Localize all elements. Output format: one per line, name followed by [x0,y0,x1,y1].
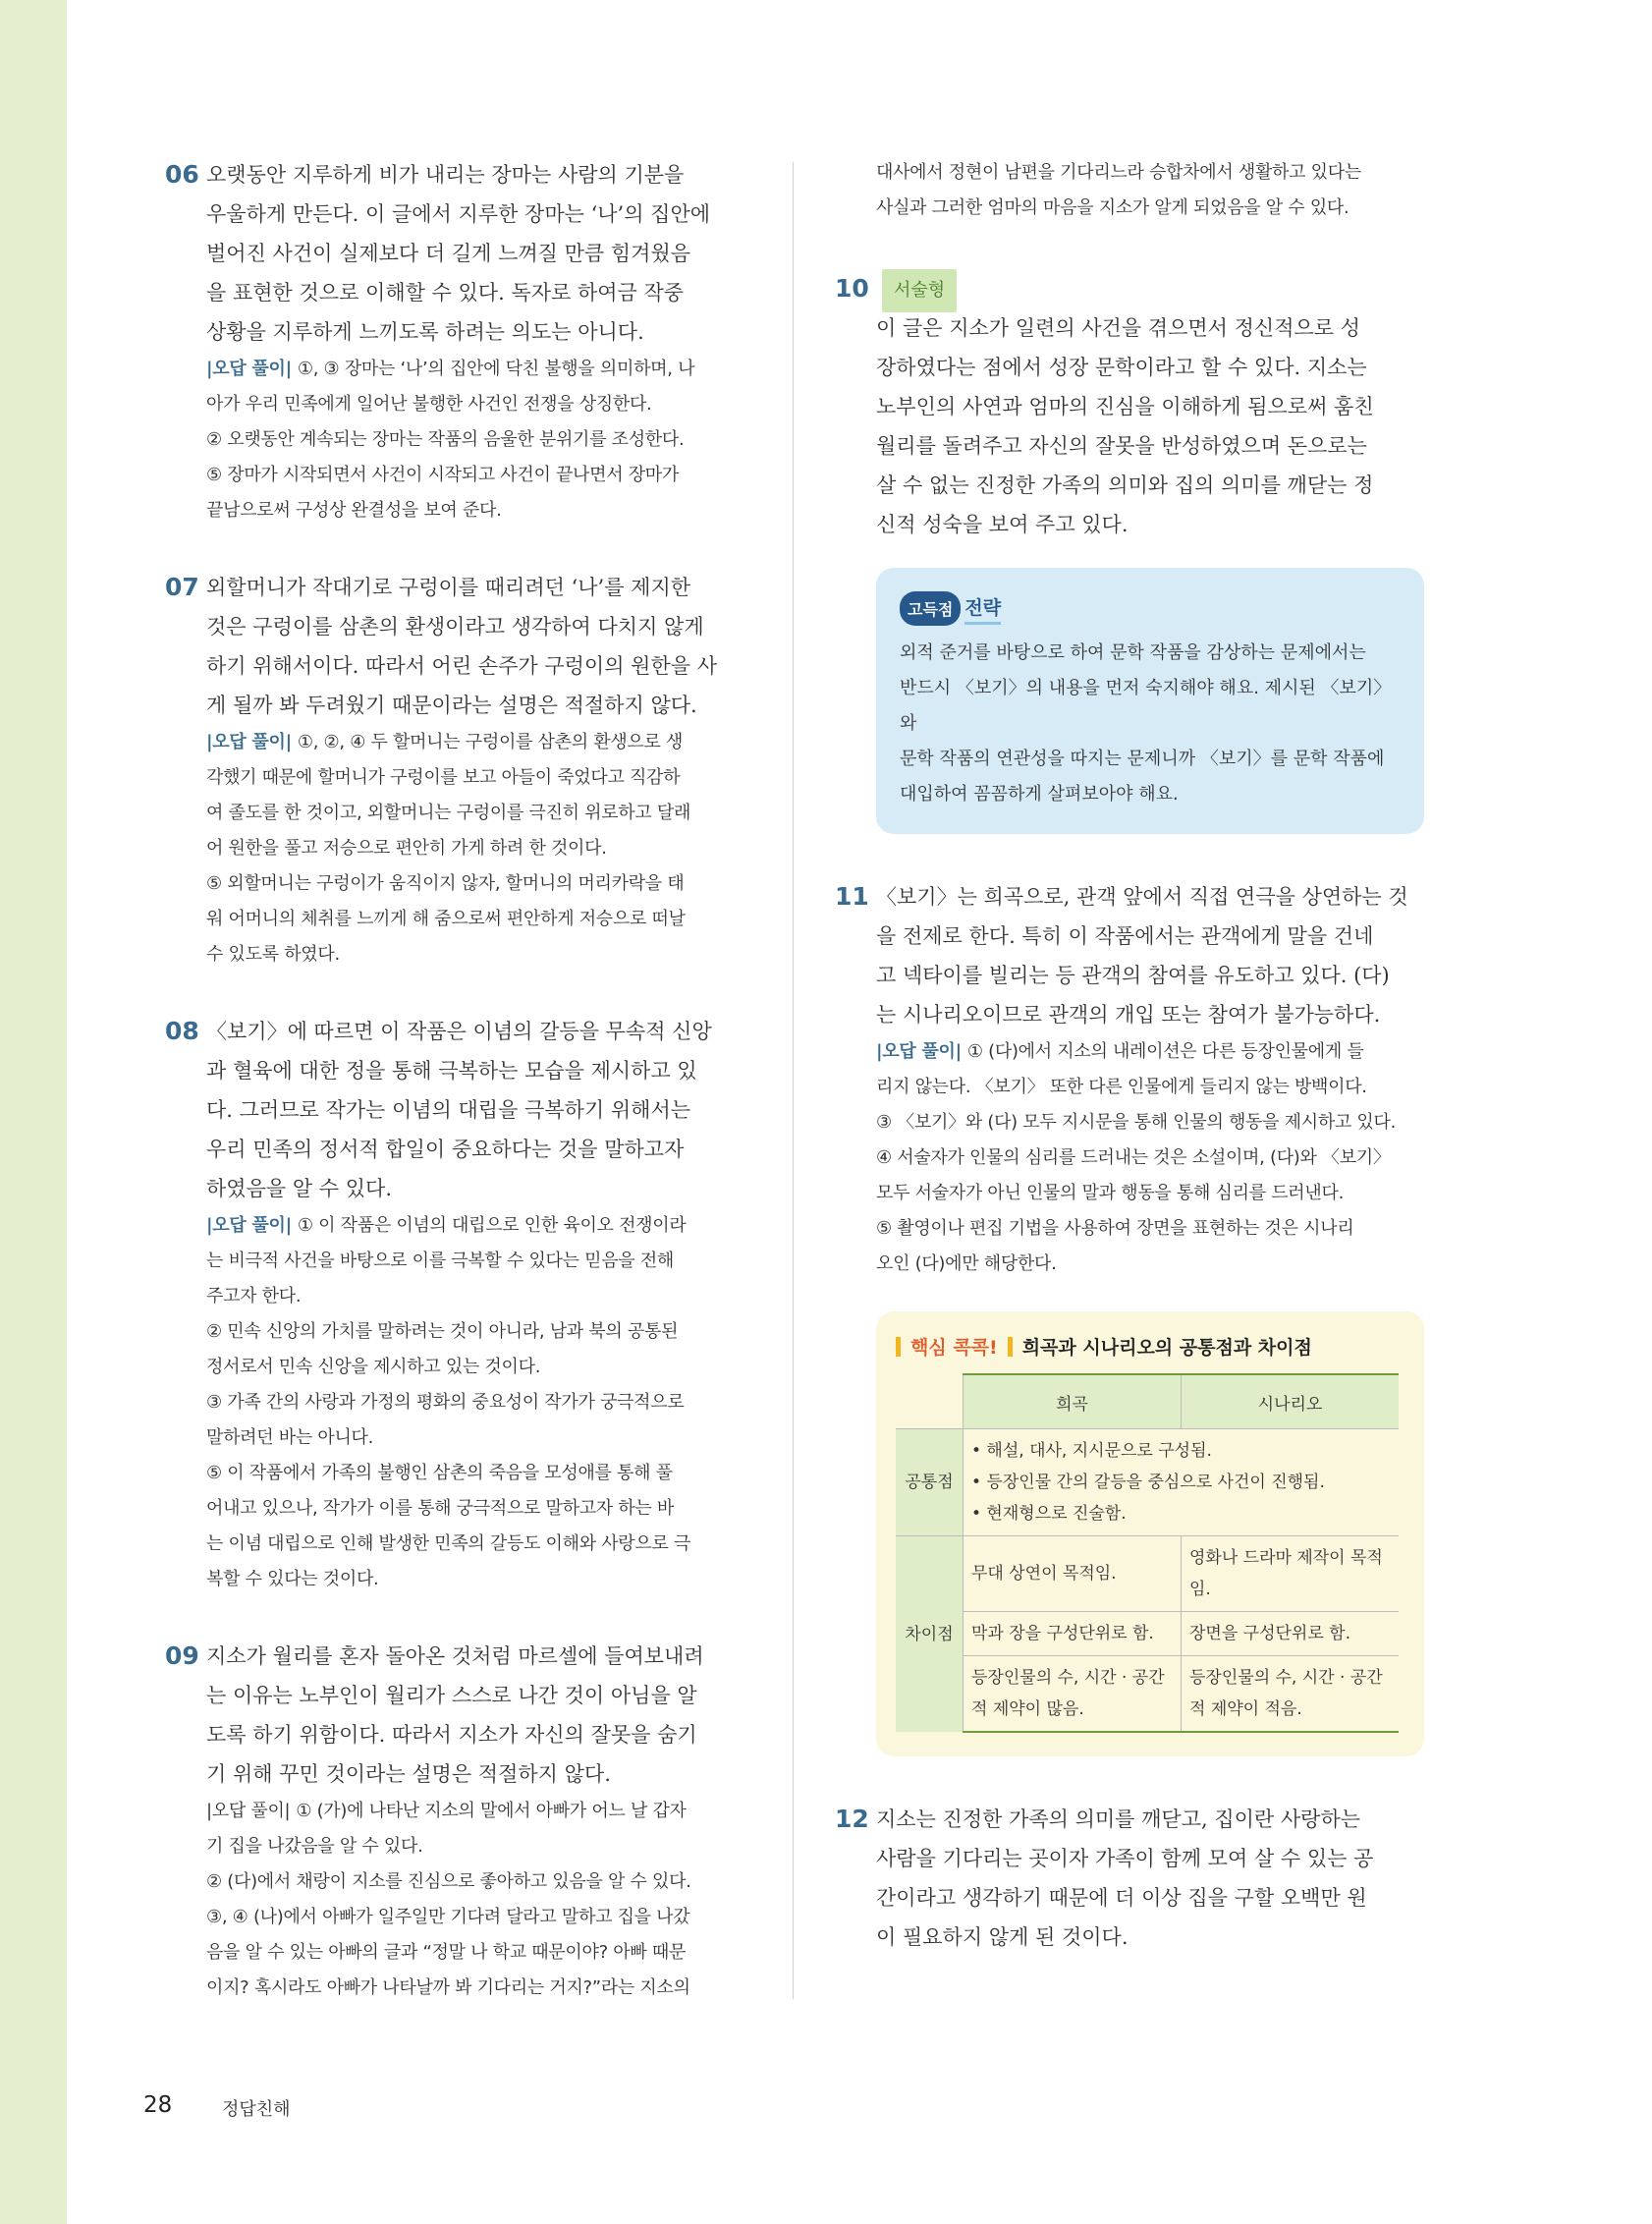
key-point-box [876,1311,1424,1756]
question-09 [165,1637,756,2006]
table-cell: 무대 상연이 목적임. [964,1536,1182,1612]
strategy-title: 전략 [964,593,1001,625]
high-score-strategy-box [876,568,1424,834]
wrong-answer-explanation: |오답 풀이| ①, ③ 장마는 ‘나’의 집안에 닥친 불행을 의미하며, 나 아가 우리 민족에게 일어난 불행한 사건인 전쟁을 상징한다. ② 오랫동안 계속되는 장마는 작품의 음울한 분위기를 조성한다. ⑤ 장마가 시작되면서 사건이 시작되고 사건이 끝나면서 장마가 끝남으로써 구성상 완결성을 보여 준다. [206,359,695,521]
question-08 [165,1012,756,1597]
page-number: 28 [143,2092,173,2118]
table-cell: 영화나 드라마 제작이 목적임. [1182,1536,1400,1612]
key-point-title: 희곡과 시나리오의 공통점과 차이점 [1021,1337,1312,1359]
wrong-answer-tag: |오답 풀이| [206,732,292,752]
question-10 [835,269,1424,544]
wrong-answer-explanation: |오답 풀이| ① (다)에서 지소의 내레이션은 다른 등장인물에게 들 리지 않는다. 〈보기〉 또한 다른 인물에게 들리지 않는 방백이다. ③ 〈보기〉와 (다) 모두 지시문을 통해 인물의 행동을 제시하고 있다. ④ 서술자가 인물의 심리를 드러내는 것은 소설이며, (다)와 〈보기〉 모두 서술자가 아닌 인물의 말과 행동을 통해 심리를 드러낸다. ⑤ 촬영이나 편집 기법을 사용하여 장면을 표현하는 것은 시나리 오인 (다)에만 해당한다. [876,1041,1397,1274]
column-header: 시나리오 [1182,1374,1400,1429]
answer-text: 외할머니가 작대기로 구렁이를 때리려던 ‘나’를 제지한 것은 구렁이를 삼촌의 환생이라고 생각하여 다치지 않게 하기 위해서이다. 따라서 어린 손주가 구렁이의 원한을 사 게 될까 봐 두려웠기 때문이라는 설명은 적절하지 않다. [206,576,717,717]
footer-label: 정답친해 [222,2099,291,2120]
question-number: 09 [165,1641,199,1670]
answer-text: 이 글은 지소가 일련의 사건을 겪으면서 정신적으로 성 장하였다는 점에서 성장 문학이라고 할 수 있다. 지소는 노부인의 사연과 엄마의 진심을 이해하게 됨으로써 훔친 월리를 돌려주고 자신의 잘못을 반성하였으며 돈으로는 살 수 없는 진정한 가족의 의미와 집의 의미를 깨닫는 정 신적 성숙을 보여 주고 있다. [876,316,1374,536]
wrong-answer-tag: |오답 풀이| [206,1215,292,1236]
column-divider [793,162,794,1999]
table-cell: 등장인물의 수, 시간 · 공간적 제약이 많음. [964,1656,1182,1733]
bullet-bar [896,1337,901,1357]
question-number: 06 [165,160,199,189]
strategy-text: 외적 준거를 바탕으로 하여 문학 작품을 감상하는 문제에서는 반드시 〈보기〉의 내용을 먼저 숙지해야 해요. 제시된 〈보기〉와 문학 작품의 연관성을 따지는 문제니까 〈보기〉를 문학 작품에 대입하여 꼼꼼하게 살펴보아야 해요. [900,642,1392,805]
table-cell: 등장인물의 수, 시간 · 공간적 제약이 적음. [1182,1656,1400,1733]
question-number: 10 [835,274,869,303]
question-12 [835,1800,1424,1957]
answer-text: 지소는 진정한 가족의 의미를 깨닫고, 집이란 사랑하는 사람을 기다리는 곳이자 가족이 함께 모여 살 수 있는 공 간이라고 생각하기 때문에 더 이상 집을 구할 오백만 원 이 필요하지 않게 된 것이다. [876,1807,1374,1949]
question-11 [835,877,1424,1282]
row-header: 공통점 [896,1429,964,1536]
answer-text: 오랫동안 지루하게 비가 내리는 장마는 사람의 기분을 우울하게 만든다. 이 글에서 지루한 장마는 ‘나’의 집안에 벌어진 사건이 실제보다 더 길게 느껴질 만큼 힘겨웠음 을 표현한 것으로 이해할 수 있다. 독자로 하여금 작중 상황을 지루하게 느끼도록 하려는 의도는 아니다. [206,163,711,344]
common-points-cell: • 해설, 대사, 지시문으로 구성됨. • 등장인물 간의 갈등을 중심으로 사건이 진행됨. • 현재형으로 진술함. [964,1429,1400,1536]
question-07 [165,568,756,973]
answer-text: 지소가 월리를 혼자 돌아온 것처럼 마르셀에 들여보내려 는 이유는 노부인이 월리가 스스로 나간 것이 아님을 알 도록 하기 위함이다. 따라서 지소가 자신의 잘못을 숨기 기 위해 꾸민 것이라는 설명은 적절하지 않다. [206,1644,704,1786]
row-header: 차이점 [896,1536,964,1733]
wrong-answer-explanation-continued: 대사에서 정현이 남편을 기다리느라 승합차에서 생활하고 있다는 사실과 그러한 엄마의 마음을 지소가 알게 되었음을 알 수 있다. [876,162,1361,218]
answer-text: 〈보기〉는 희곡으로, 관객 앞에서 직접 연극을 상연하는 것 을 전제로 한다. 특히 이 작품에서는 관객에게 말을 건네 고 넥타이를 빌리는 등 관객의 참여를 유도하고 있다. (다) 는 시나리오이므로 관객의 개입 또는 참여가 불가능하다. [876,885,1408,1027]
column-header: 희곡 [964,1374,1182,1429]
wrong-answer-explanation: |오답 풀이| ① 이 작품은 이념의 대립으로 인한 육이오 전쟁이라 는 비극적 사건을 바탕으로 이를 극복할 수 있다는 믿음을 전해 주고자 한다. ② 민속 신앙의 가치를 말하려는 것이 아니라, 남과 북의 공통된 정서로서 민속 신앙을 제시하고 있는 것이다. ③ 가족 간의 사랑과 가정의 평화의 중요성이 작가가 궁극적으로 말하려던 바는 아니다. ⑤ 이 작품에서 가족의 불행인 삼촌의 죽음을 모성애를 통해 풀 어내고 있으나, 작가가 이를 통해 궁극적으로 말하고자 하는 바 는 이념 대립으로 인해 발생한 민족의 갈등도 이해와 사랑으로 극 복할 수 있다는 것이다. [206,1215,691,1589]
question-09-continued [835,155,1424,226]
table-cell: 막과 장을 구성단위로 함. [964,1612,1182,1656]
wrong-answer-explanation: |오답 풀이| ① (가)에 나타난 지소의 말에서 아빠가 어느 날 갑자 기 집을 나갔음을 알 수 있다. ② (다)에서 채랑이 지소를 진심으로 좋아하고 있음을 알 수 있다. ③, ④ (나)에서 아빠가 일주일만 기다려 달라고 말하고 집을 나갔 음을 알 수 있는 아빠의 글과 “정말 나 학교 때문이야? 아빠 때문 이지? 혹시라도 아빠가 나타날까 봐 기다리는 거지?”라는 지소의 [206,1801,691,1998]
key-point-label: 핵심 콕콕! [910,1337,998,1359]
answer-text: 〈보기〉에 따르면 이 작품은 이념의 갈등을 무속적 신앙 과 혈육에 대한 정을 통해 극복하는 모습을 제시하고 있 다. 그러므로 작가는 이념의 대립을 극복하기 위해서는 우리 민족의 정서적 합일이 중요하다는 것을 말하고자 하였음을 알 수 있다. [206,1020,712,1200]
bullet-bar [1008,1337,1013,1357]
left-column [165,155,756,2006]
wrong-answer-tag: |오답 풀이| [206,1801,291,1821]
right-column [835,155,1424,1957]
wrong-answer-explanation: |오답 풀이| ①, ②, ④ 두 할머니는 구렁이를 삼촌의 환생으로 생 각했기 때문에 할머니가 구렁이를 보고 아들이 죽었다고 직감하 여 졸도를 한 것이고, 외할머니는 구렁이를 극진히 위로하고 달래 어 원한을 풀고 저승으로 편안히 가게 하려 한 것이다. ⑤ 외할머니는 구렁이가 움직이지 않자, 할머니의 머리카락을 태 워 어머니의 체취를 느끼게 해 줌으로써 편안하게 저승으로 떠날 수 있도록 하였다. [206,732,691,965]
question-number: 12 [835,1805,869,1833]
wrong-answer-tag: |오답 풀이| [876,1041,962,1062]
question-number: 08 [165,1017,199,1045]
essay-type-badge: 서술형 [882,269,957,312]
side-color-strip [0,0,67,2224]
table-cell: 장면을 구성단위로 함. [1182,1612,1400,1656]
high-score-badge: 고득점 [900,591,961,626]
question-number: 07 [165,573,199,601]
question-number: 11 [835,882,869,911]
comparison-table [896,1373,1399,1733]
question-06 [165,155,756,528]
wrong-answer-tag: |오답 풀이| [206,359,292,379]
